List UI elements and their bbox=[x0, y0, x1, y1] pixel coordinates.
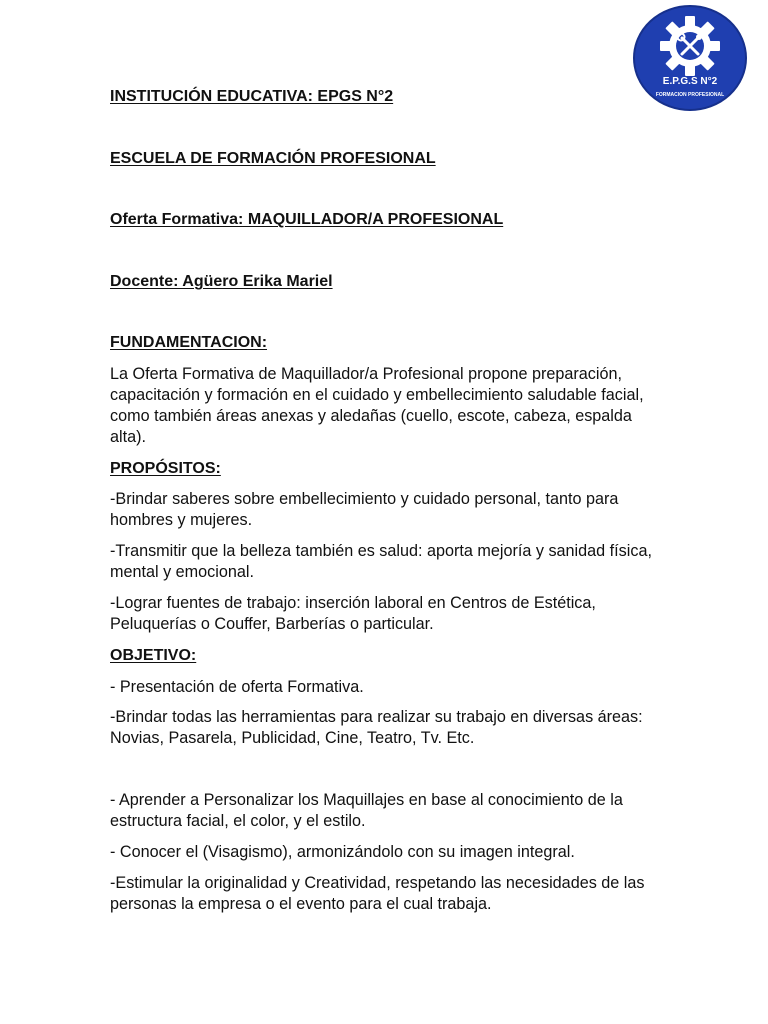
proposito-item-2: -Transmitir que la belleza también es salud: aporta mejoría y sanidad física, mental y emocional. bbox=[110, 542, 652, 581]
school-logo bbox=[632, 4, 748, 112]
fundamentacion-paragraph: La Oferta Formativa de Maquillador/a Profesional propone preparación, capacitación y formación en el cuidado y embellecimiento saludable facial, como también áreas anexas y aledañas (cuello, escote, cabeza, espalda alta). bbox=[110, 365, 644, 446]
logo-subtitle: FORMACION PROFESIONAL bbox=[655, 92, 725, 98]
heading-fundamentacion: FUNDAMENTACION: bbox=[110, 334, 268, 351]
logo-title: E.P.G.S N°2 bbox=[662, 76, 718, 87]
heading-oferta: Oferta Formativa: MAQUILLADOR/A PROFESIONAL bbox=[110, 211, 504, 228]
objetivo-item-1: - Presentación de oferta Formativa. bbox=[110, 678, 364, 696]
heading-escuela: ESCUELA DE FORMACIÓN PROFESIONAL bbox=[110, 150, 436, 167]
proposito-item-3: -Lograr fuentes de trabajo: inserción laboral en Centros de Estética, Peluquerías o Couffer, Barberías o particular. bbox=[110, 594, 596, 633]
objetivo-item-4: - Conocer el (Visagismo), armonizándolo con su imagen integral. bbox=[110, 843, 575, 861]
heading-institucion: INSTITUCIÓN EDUCATIVA: EPGS N°2 bbox=[110, 88, 394, 105]
objetivo-item-2: -Brindar todas las herramientas para realizar su trabajo en diversas áreas: Novias, Pasarela, Publicidad, Cine, Teatro, Tv. Etc. bbox=[110, 708, 643, 747]
proposito-item-1: -Brindar saberes sobre embellecimiento y cuidado personal, tanto para hombres y mujeres. bbox=[110, 490, 619, 529]
heading-docente: Docente: Agüero Erika Mariel bbox=[110, 273, 333, 290]
objetivo-item-5: -Estimular la originalidad y Creatividad, respetando las necesidades de las personas la empresa o el evento para el cual trabaja. bbox=[110, 874, 645, 913]
objetivo-item-3: - Aprender a Personalizar los Maquillajes en base al conocimiento de la estructura facial, el color, y el estilo. bbox=[110, 791, 623, 830]
gear-tools-icon bbox=[632, 4, 748, 112]
heading-objetivo: OBJETIVO: bbox=[110, 647, 197, 664]
heading-propositos: PROPÓSITOS: bbox=[110, 460, 221, 477]
